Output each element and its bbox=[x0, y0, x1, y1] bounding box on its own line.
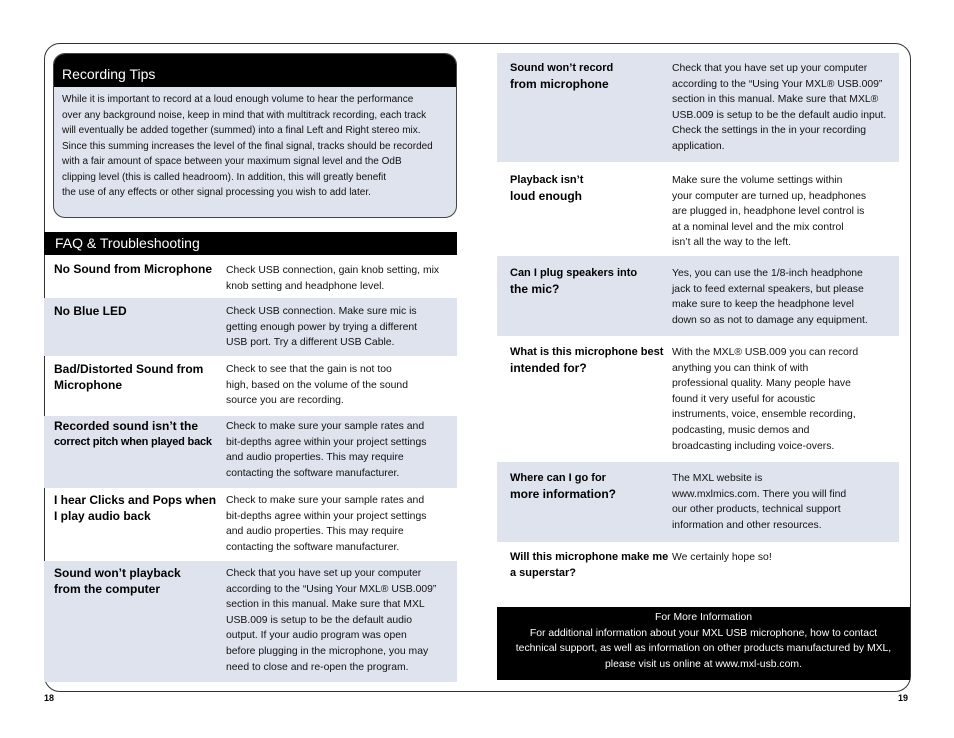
answer-line: podcasting, music demos and bbox=[672, 424, 810, 436]
more-info-box bbox=[497, 607, 910, 680]
faq-question bbox=[510, 61, 670, 92]
question-line: correct pitch when played back bbox=[54, 435, 212, 448]
answer-line: Check USB connection. Make sure mic is bbox=[226, 306, 417, 317]
faq-question bbox=[510, 471, 670, 502]
faq-answer bbox=[226, 493, 450, 555]
question-line: Playback isn’t bbox=[510, 174, 584, 186]
tips-line: clipping level (this is called headroom). In addition, this will greatly benefit bbox=[62, 171, 387, 183]
faq-answer bbox=[226, 419, 450, 481]
answer-line: getting enough power by trying a different bbox=[226, 321, 418, 333]
question-line: the mic? bbox=[510, 281, 560, 296]
answer-line: found it very useful for acoustic bbox=[672, 393, 816, 405]
answer-line: contacting the software manufacturer. bbox=[226, 541, 400, 553]
question-line: No Blue LED bbox=[54, 304, 127, 318]
faq-answer bbox=[672, 471, 896, 533]
answer-line: at a nominal level and the mix control bbox=[672, 221, 844, 233]
question-line: Where can I go for bbox=[510, 472, 606, 484]
page-number-right: 19 bbox=[898, 693, 909, 703]
question-line: I play audio back bbox=[54, 508, 151, 523]
answer-line: USB port. Try a different USB Cable. bbox=[226, 337, 395, 349]
faq-answer bbox=[672, 550, 896, 566]
question-line: more information? bbox=[510, 486, 617, 501]
more-info-line: please visit us online at www.mxl-usb.com. bbox=[605, 658, 802, 670]
answer-line: anything you can think of with bbox=[672, 362, 809, 374]
faq-question bbox=[54, 419, 226, 450]
tips-line: over any background noise, keep in mind that with multitrack recording, each track bbox=[62, 109, 427, 121]
question-line: Will this microphone make me bbox=[510, 551, 669, 563]
answer-line: down so as not to damage any equipment. bbox=[672, 314, 868, 326]
faq-row-no-record bbox=[497, 53, 899, 162]
faq-row-speakers bbox=[497, 256, 899, 336]
answer-line: Check USB connection, gain knob setting, mix bbox=[226, 265, 440, 276]
answer-line: source you are recording. bbox=[226, 395, 344, 407]
answer-line: www.mxlmics.com. There you will find bbox=[672, 488, 847, 500]
answer-line: according to the “Using Your MXL® USB.009” bbox=[672, 78, 883, 90]
answer-line: Check that you have set up your computer bbox=[226, 568, 422, 579]
answer-line: instruments, voice, ensemble recording, bbox=[672, 409, 856, 421]
answer-line: information and other resources. bbox=[672, 519, 822, 531]
answer-line: Make sure the volume settings within bbox=[672, 175, 843, 186]
faq-row-superstar bbox=[497, 542, 899, 592]
answer-line: Yes, you can use the 1/8-inch headphone bbox=[672, 268, 863, 279]
answer-line: application. bbox=[672, 140, 725, 152]
answer-line: knob setting and headphone level. bbox=[226, 280, 385, 292]
faq-answer bbox=[226, 566, 450, 675]
answer-line: before plugging in the microphone, you may bbox=[226, 645, 429, 657]
answer-line: Check to make sure your sample rates and bbox=[226, 495, 425, 506]
faq-question bbox=[54, 362, 226, 393]
faq-row-no-blue-led bbox=[44, 298, 457, 356]
answer-line: USB.009 is setup to be the default audio input. bbox=[672, 109, 887, 121]
answer-line: bit-depths agree within your project settings bbox=[226, 436, 427, 448]
faq-row-clicks-pops bbox=[44, 488, 457, 561]
faq-question bbox=[54, 262, 226, 278]
faq-answer bbox=[672, 61, 896, 155]
faq-row-distorted-sound bbox=[44, 356, 457, 416]
faq-title: FAQ & Troubleshooting bbox=[44, 232, 457, 255]
tips-line: Since this summing increases the level of the final signal, tracks should be recorded bbox=[62, 140, 433, 152]
answer-line: make sure to keep the headphone level bbox=[672, 299, 854, 311]
question-line: Can I plug speakers into bbox=[510, 267, 638, 279]
faq-answer bbox=[672, 266, 896, 328]
answer-line: USB.009 is setup to be the default audio bbox=[226, 614, 413, 626]
faq-row-intended-for bbox=[497, 336, 899, 462]
question-line: intended for? bbox=[510, 360, 587, 375]
answer-line: section in this manual. Make sure that MXL bbox=[226, 599, 425, 611]
answer-line: With the MXL® USB.009 you can record bbox=[672, 347, 859, 358]
more-info-title: For More Information bbox=[654, 612, 752, 623]
answer-line: section in this manual. Make sure that MXL® bbox=[672, 94, 879, 106]
tips-line: will eventually be added together (summed) into a final Left and Right stereo mix. bbox=[62, 125, 421, 136]
faq-answer bbox=[672, 345, 896, 454]
question-line: What is this microphone best bbox=[510, 346, 664, 358]
faq-question bbox=[54, 493, 226, 524]
question-line: Microphone bbox=[54, 377, 122, 392]
answer-line: Check to make sure your sample rates and bbox=[226, 421, 425, 432]
answer-line: your computer are turned up, headphones bbox=[672, 190, 867, 202]
more-info-line: technical support, as well as information on other products manufactured by MXL, bbox=[515, 643, 892, 654]
tips-line: the use of any effects or other signal processing you wish to add later. bbox=[62, 187, 371, 198]
answer-line: isn’t all the way to the left. bbox=[672, 237, 791, 249]
answer-line: bit-depths agree within your project settings bbox=[226, 510, 427, 522]
faq-question bbox=[54, 304, 226, 320]
question-line: from the computer bbox=[54, 581, 161, 596]
faq-answer bbox=[226, 263, 450, 294]
faq-question bbox=[510, 266, 670, 297]
faq-row-no-playback bbox=[44, 561, 457, 682]
faq-question bbox=[54, 566, 226, 597]
question-line: Sound won’t record bbox=[510, 62, 614, 74]
answer-line: according to the “Using Your MXL® USB.009” bbox=[226, 583, 437, 595]
faq-row-more-info bbox=[497, 462, 899, 542]
question-line: loud enough bbox=[510, 188, 582, 203]
recording-tips-box bbox=[53, 53, 457, 218]
faq-answer bbox=[226, 304, 450, 351]
page-number-left: 18 bbox=[44, 693, 55, 703]
question-line: a superstar? bbox=[510, 566, 577, 579]
recording-tips-body bbox=[54, 87, 456, 201]
question-line: Sound won’t playback bbox=[54, 566, 181, 580]
answer-line: output. If your audio program was open bbox=[226, 630, 407, 642]
answer-line: and audio properties. This may require bbox=[226, 452, 404, 464]
question-line: from microphone bbox=[510, 76, 609, 91]
answer-line: are plugged in, headphone level control is bbox=[672, 206, 865, 218]
faq-question bbox=[510, 345, 670, 376]
faq-row-wrong-pitch bbox=[44, 416, 457, 488]
faq-answer bbox=[226, 362, 450, 409]
answer-line: We certainly hope so! bbox=[672, 552, 772, 563]
faq-question bbox=[510, 550, 670, 581]
answer-line: The MXL website is bbox=[672, 473, 763, 484]
answer-line: our other products, technical support bbox=[672, 504, 841, 516]
answer-line: Check the settings in the in your recording bbox=[672, 125, 867, 137]
faq-row-not-loud bbox=[497, 162, 899, 256]
answer-line: broadcasting including voice-overs. bbox=[672, 440, 835, 452]
faq-question bbox=[510, 173, 670, 204]
answer-line: high, based on the volume of the sound bbox=[226, 379, 408, 391]
more-info-line: For additional information about your MXL USB microphone, how to contact bbox=[529, 627, 878, 639]
answer-line: jack to feed external speakers, but please bbox=[672, 283, 864, 295]
answer-line: need to close and re-open the program. bbox=[226, 661, 409, 673]
answer-line: Check that you have set up your computer bbox=[672, 63, 868, 74]
question-line: Bad/Distorted Sound from bbox=[54, 362, 204, 376]
answer-line: and audio properties. This may require bbox=[226, 526, 404, 538]
answer-line: contacting the software manufacturer. bbox=[226, 467, 400, 479]
question-line: I hear Clicks and Pops when bbox=[54, 493, 217, 507]
faq-row-no-sound bbox=[44, 257, 457, 298]
recording-tips-title: Recording Tips bbox=[54, 54, 456, 87]
question-line: No Sound from Microphone bbox=[54, 262, 212, 276]
question-line: Recorded sound isn’t the bbox=[54, 419, 199, 433]
tips-line: with a fair amount of space between your maximum signal level and the OdB bbox=[62, 156, 402, 167]
tips-line: While it is important to record at a loud enough volume to hear the performance bbox=[62, 94, 414, 105]
answer-line: professional quality. Many people have bbox=[672, 378, 851, 390]
faq-answer bbox=[672, 173, 896, 251]
answer-line: Check to see that the gain is not too bbox=[226, 364, 392, 375]
